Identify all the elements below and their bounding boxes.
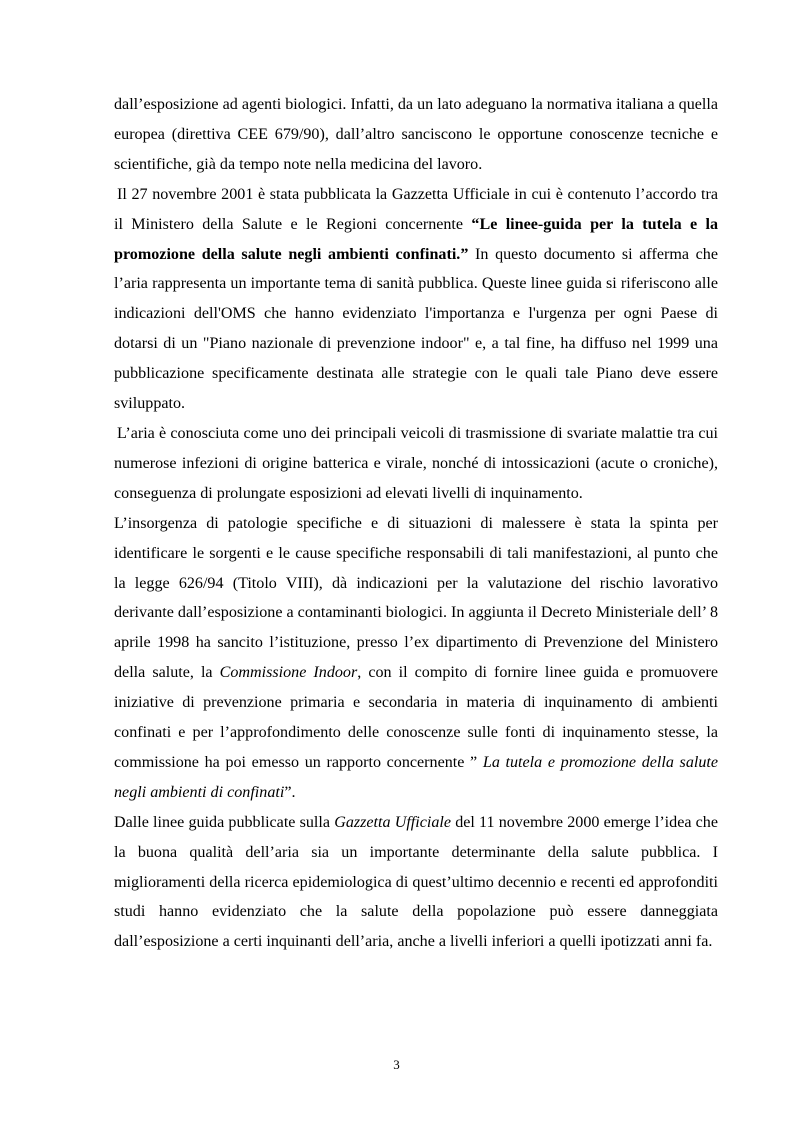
- page-number: 3: [393, 1057, 400, 1072]
- paragraph-4-italic-report-title: La tutela e promozione della salute negli ambienti di confinati: [114, 753, 719, 801]
- paragraph-3-text: L’aria è conosciuta come uno dei principali veicoli di trasmissione di svariate malattie tra cui numerose infezioni di origine batterica e virale, nonché di intossicazioni (acute o croniche), conseguenza di prolungate esposizioni ad elevati livelli di inquinamento.: [114, 424, 718, 502]
- paragraph-5-text-end: del 11 novembre 2000 emerge l’idea che la buona qualità dell’aria sia un importante determinante della salute pubblica. I miglioramenti della ricerca epidemiologica di quest’ultimo decennio e recenti ed approfonditi studi hanno evidenziato che la salute della popolazione può essere danneggiata dall’esposizione a certi inquinanti dell’aria, anche a livelli inferiori a quelli ipotizzati anni fa.: [114, 813, 718, 951]
- paragraph-2: [114, 180, 718, 419]
- paragraph-1: [114, 90, 718, 180]
- paragraph-1-text: dall’esposizione ad agenti biologici. Infatti, da un lato adeguano la normativa italiana a quella europea (direttiva CEE 679/90), dall’altro sanciscono le opportune conoscenze tecniche e scientifiche, già da tempo note nella medicina del lavoro.: [114, 96, 718, 173]
- body-text: [114, 90, 718, 957]
- paragraph-5-text-start: Dalle linee guida pubblicate sulla: [114, 813, 335, 831]
- paragraph-5: [114, 808, 718, 958]
- paragraph-4-text-start: L’insorgenza di patologie specifiche e di situazioni di malessere è stata la spinta per identificare le sorgenti e le cause specifiche responsabili di tali manifestazioni, al punto che la legge 626/94 (Titolo VIII), dà indicazioni per la valutazione del rischio lavorativo derivante dall’esposizione a contaminanti biologici. In aggiunta il Decreto Ministeriale dell’ 8 aprile 1998 ha sancito l’istituzione, presso l’ex dipartimento di Prevenzione del Ministero della salute, la: [114, 514, 718, 682]
- paragraph-2-text-start: Il 27 novembre 2001 è stata pubblicata la Gazzetta Ufficiale in cui è contenuto l’accordo tra il Ministero della Salute e le Regioni concernente: [114, 185, 718, 233]
- paragraph-4-text-end: ”.: [284, 783, 296, 801]
- paragraph-2-text-end: In questo documento si afferma che l’aria rappresenta un importante tema di sanità pubblica. Queste linee guida si riferiscono alle indicazioni dell'OMS che hanno evidenziato l'importanza e l'urgenza per ogni Paese di dotarsi di un "Piano nazionale di prevenzione indoor" e, a tal fine, ha diffuso nel 1999 una pubblicazione specificamente destinata alle strategie con le quali tale Piano deve essere sviluppato.: [114, 245, 718, 413]
- paragraph-5-italic-gazzetta: Gazzetta Ufficiale: [334, 813, 452, 831]
- paragraph-4: [114, 509, 718, 808]
- paragraph-4-italic-commission: Commissione Indoor: [219, 664, 358, 682]
- paragraph-4-text-middle: , con il compito di fornire linee guida e promuovere iniziative di prevenzione primaria e secondaria in materia di inquinamento di ambienti confinati e per l’approfondimento delle conoscenze sulle fonti di inquinamento stesse, la commissione ha poi emesso un rapporto concernente ”: [114, 664, 718, 771]
- paragraph-2-bold-title: “Le linee-guida per la tutela e la promozione della salute negli ambienti confinati.”: [114, 215, 719, 263]
- paragraph-3: [114, 419, 718, 509]
